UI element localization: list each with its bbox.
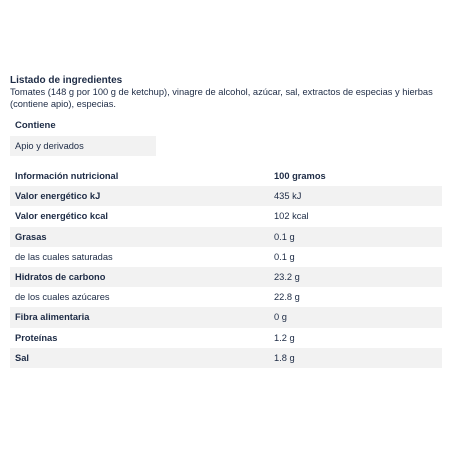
nutrient-value: 435 kJ [269, 186, 442, 206]
table-row [10, 287, 442, 307]
nutrition-header-row [10, 166, 442, 186]
nutrient-label: Fibra alimentaria [10, 307, 269, 327]
nutrient-label: Sal [10, 348, 269, 368]
nutrition-header-amount: 100 gramos [274, 171, 326, 182]
nutrient-value: 1.2 g [274, 332, 295, 343]
table-row [10, 328, 442, 348]
nutrient-label: de las cuales saturadas [15, 251, 113, 262]
nutrient-value: 23.2 g [269, 267, 442, 287]
nutrient-label: Valor energético kcal [15, 211, 109, 222]
nutrition-header-label: Información nutricional [15, 171, 119, 182]
contains-label: Contiene [10, 116, 161, 136]
nutrient-value: 0.1 g [269, 227, 442, 247]
nutrient-value: 0 g [269, 307, 442, 327]
nutrient-label: Grasas [10, 227, 269, 247]
nutrient-value: 0.1 g [274, 251, 295, 262]
table-row [10, 186, 442, 206]
table-row [10, 267, 442, 287]
ingredients-title: Listado de ingredientes [10, 75, 123, 86]
nutrient-label: de los cuales azúcares [15, 292, 110, 303]
table-row [10, 348, 442, 368]
product-info [10, 74, 442, 368]
table-row [10, 206, 442, 226]
nutrient-label: Valor energético kJ [10, 186, 269, 206]
table-row [10, 307, 442, 327]
nutrition-table [10, 166, 442, 368]
nutrient-label: Hidratos de carbono [10, 267, 269, 287]
nutrient-label: Proteínas [15, 332, 58, 343]
nutrient-value: 22.8 g [274, 292, 300, 303]
table-row [10, 247, 442, 267]
contains-value: Apio y derivados [10, 136, 156, 156]
nutrient-value: 1.8 g [269, 348, 442, 368]
nutrient-value: 102 kcal [274, 211, 309, 222]
ingredients-text: Tomates (148 g por 100 g de ketchup), vinagre de alcohol, azúcar, sal, extractos de especias y hierbas (contiene apio), especias. [10, 87, 433, 109]
table-row [10, 227, 442, 247]
